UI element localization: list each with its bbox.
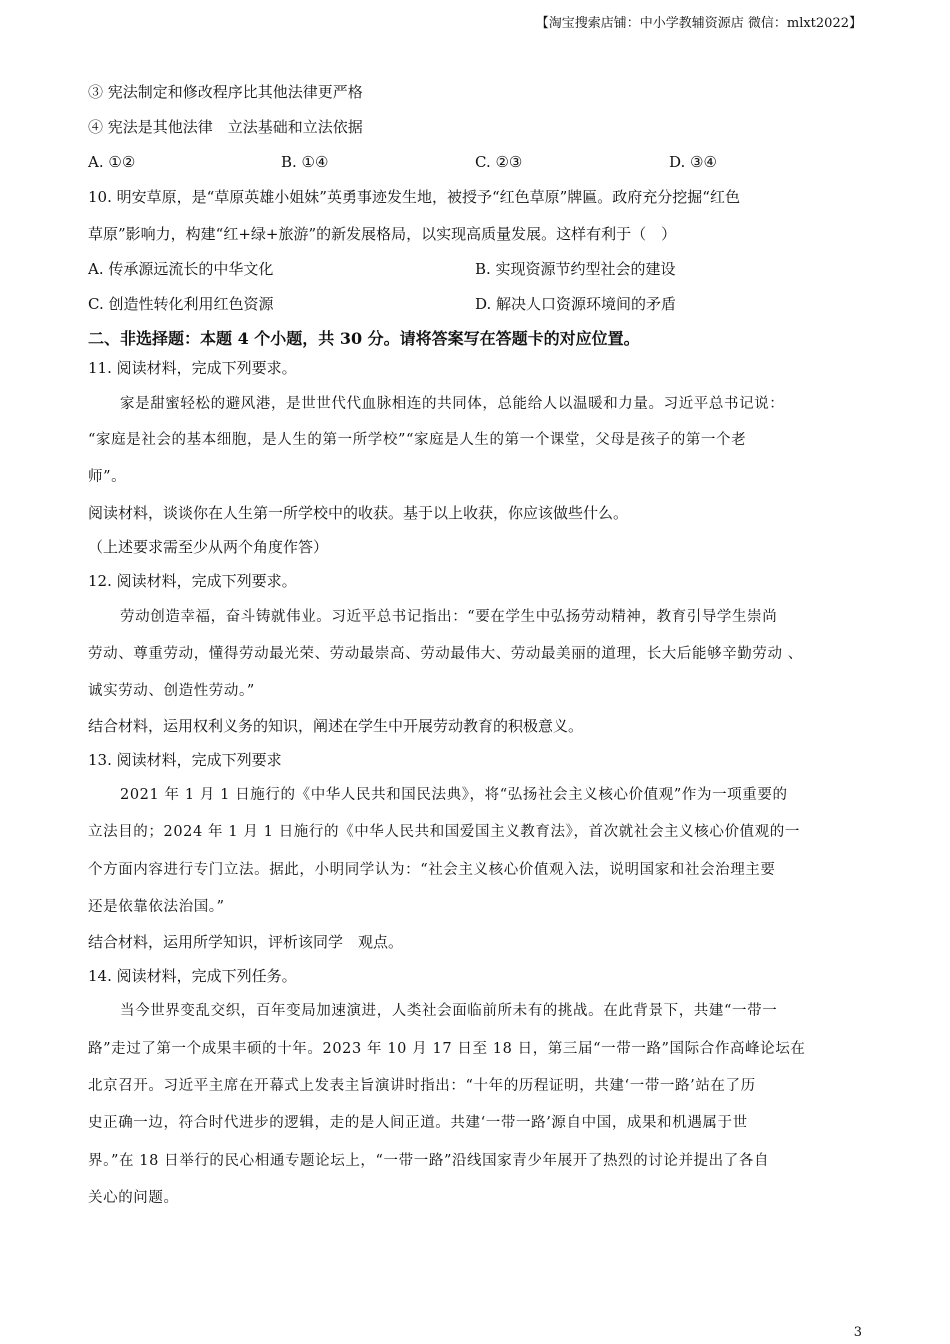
q13-material-line4: 还是依靠依法治国。” xyxy=(88,899,225,915)
q14-material-line5: 界。”在 18 日举行的民心相通专题论坛上，“一带一路”沿线国家青少年展开了热烈的讨论并提出了各自 xyxy=(88,1153,770,1169)
q11-requirement: 阅读材料，谈谈你在人生第一所学校中的收获。基于以上收获，你应该做些什么。 xyxy=(88,504,629,522)
q11-material-line1: 家是甜蜜轻松的避风港，是世世代代血脉相连的共同体，总能给人以温暖和力量。习近平总书记说： xyxy=(120,396,785,412)
q13-material-line1: 2021 年 1 月 1 日施行的《中华人民共和国民法典》，将“弘扬社会主义核心价值观”作为一项重要的 xyxy=(120,787,788,803)
q12-material-line2: 劳动、尊重劳动，懂得劳动最光荣、劳动最崇高、劳动最伟大、劳动最美丽的道理，长大后能够辛勤劳动 、 xyxy=(88,646,803,662)
q13-requirement: 结合材料，运用所学知识，评析该同学 观点。 xyxy=(88,933,404,951)
q10-option-d: D. 解决人口资源环境间的矛盾 xyxy=(475,295,677,313)
q12-material-line1: 劳动创造幸福，奋斗铸就伟业。习近平总书记指出：“要在学生中弘扬劳动精神，教育引导学生崇尚 xyxy=(120,609,778,625)
q14-heading: 14. 阅读材料，完成下列任务。 xyxy=(88,967,297,985)
q14-material-line3: 北京召开。习近平主席在开幕式上发表主旨演讲时指出：“十年的历程证明，共建‘一带一路’站在了历 xyxy=(88,1078,756,1094)
q9-item-4: ④ 宪法是其他法律 立法基础和立法依据 xyxy=(88,118,363,136)
q10-option-a: A. 传承源远流长的中华文化 xyxy=(88,260,274,278)
q13-heading: 13. 阅读材料，完成下列要求 xyxy=(88,751,282,769)
q12-material-line3: 诚实劳动、创造性劳动。” xyxy=(88,683,255,699)
q10-stem-line2: 草原”影响力，构建“红+绿+旅游”的新发展格局，以实现高质量发展。这样有利于（ ） xyxy=(88,225,677,243)
q12-heading: 12. 阅读材料，完成下列要求。 xyxy=(88,572,297,590)
q11-material-line2: “家庭是社会的基本细胞，是人生的第一所学校”“家庭是人生的第一个课堂，父母是孩子的第一个老 xyxy=(88,432,747,448)
q14-material-line4: 史正确一边，符合时代进步的逻辑，走的是人间正道。共建‘一带一路’源自中国，成果和机遇属于世 xyxy=(88,1115,748,1131)
section-2-title: 二、非选择题：本题 4 个小题，共 30 分。请将答案写在答题卡的对应位置。 xyxy=(88,329,640,348)
page-header: 【淘宝搜索店铺：中小学教辅资源店 微信：mlxt2022】 xyxy=(535,16,862,31)
q10-stem-line1: 10. 明安草原，是“草原英雄小姐妹”英勇事迹发生地，被授予“红色草原”牌匾。政府充分挖掘“红色 xyxy=(88,188,740,206)
q11-note: （上述要求需至少从两个角度作答） xyxy=(88,538,329,556)
q9-option-b: B. ①④ xyxy=(281,153,329,171)
q14-material-line1: 当今世界变乱交织，百年变局加速演进，人类社会面临前所未有的挑战。在此背景下，共建“一带一 xyxy=(120,1003,778,1019)
q13-material-line2: 立法目的；2024 年 1 月 1 日施行的《中华人民共和国爱国主义教育法》，首次就社会主义核心价值观的一 xyxy=(88,824,800,840)
q9-option-c: C. ②③ xyxy=(475,153,523,171)
q13-material-line3: 个方面内容进行专门立法。据此，小明同学认为：“社会主义核心价值观入法，说明国家和社会治理主要 xyxy=(88,862,776,878)
q14-material-line2: 路”走过了第一个成果丰硕的十年。2023 年 10 月 17 日至 18 日，第三届“一带一路”国际合作高峰论坛在 xyxy=(88,1041,806,1057)
q10-option-c: C. 创造性转化利用红色资源 xyxy=(88,295,274,313)
q9-item-3: ③ 宪法制定和修改程序比其他法律更严格 xyxy=(88,83,363,101)
q14-material-line6: 关心的问题。 xyxy=(88,1190,179,1206)
q9-option-a: A. ①② xyxy=(88,153,136,171)
q12-requirement: 结合材料，运用权利义务的知识，阐述在学生中开展劳动教育的积极意义。 xyxy=(88,717,584,735)
q11-material-line3: 师”。 xyxy=(88,469,127,485)
q11-heading: 11. 阅读材料，完成下列要求。 xyxy=(88,359,297,377)
q9-option-d: D. ③④ xyxy=(669,153,717,171)
q10-option-b: B. 实现资源节约型社会的建设 xyxy=(475,260,676,278)
page-number: 3 xyxy=(853,1325,862,1340)
